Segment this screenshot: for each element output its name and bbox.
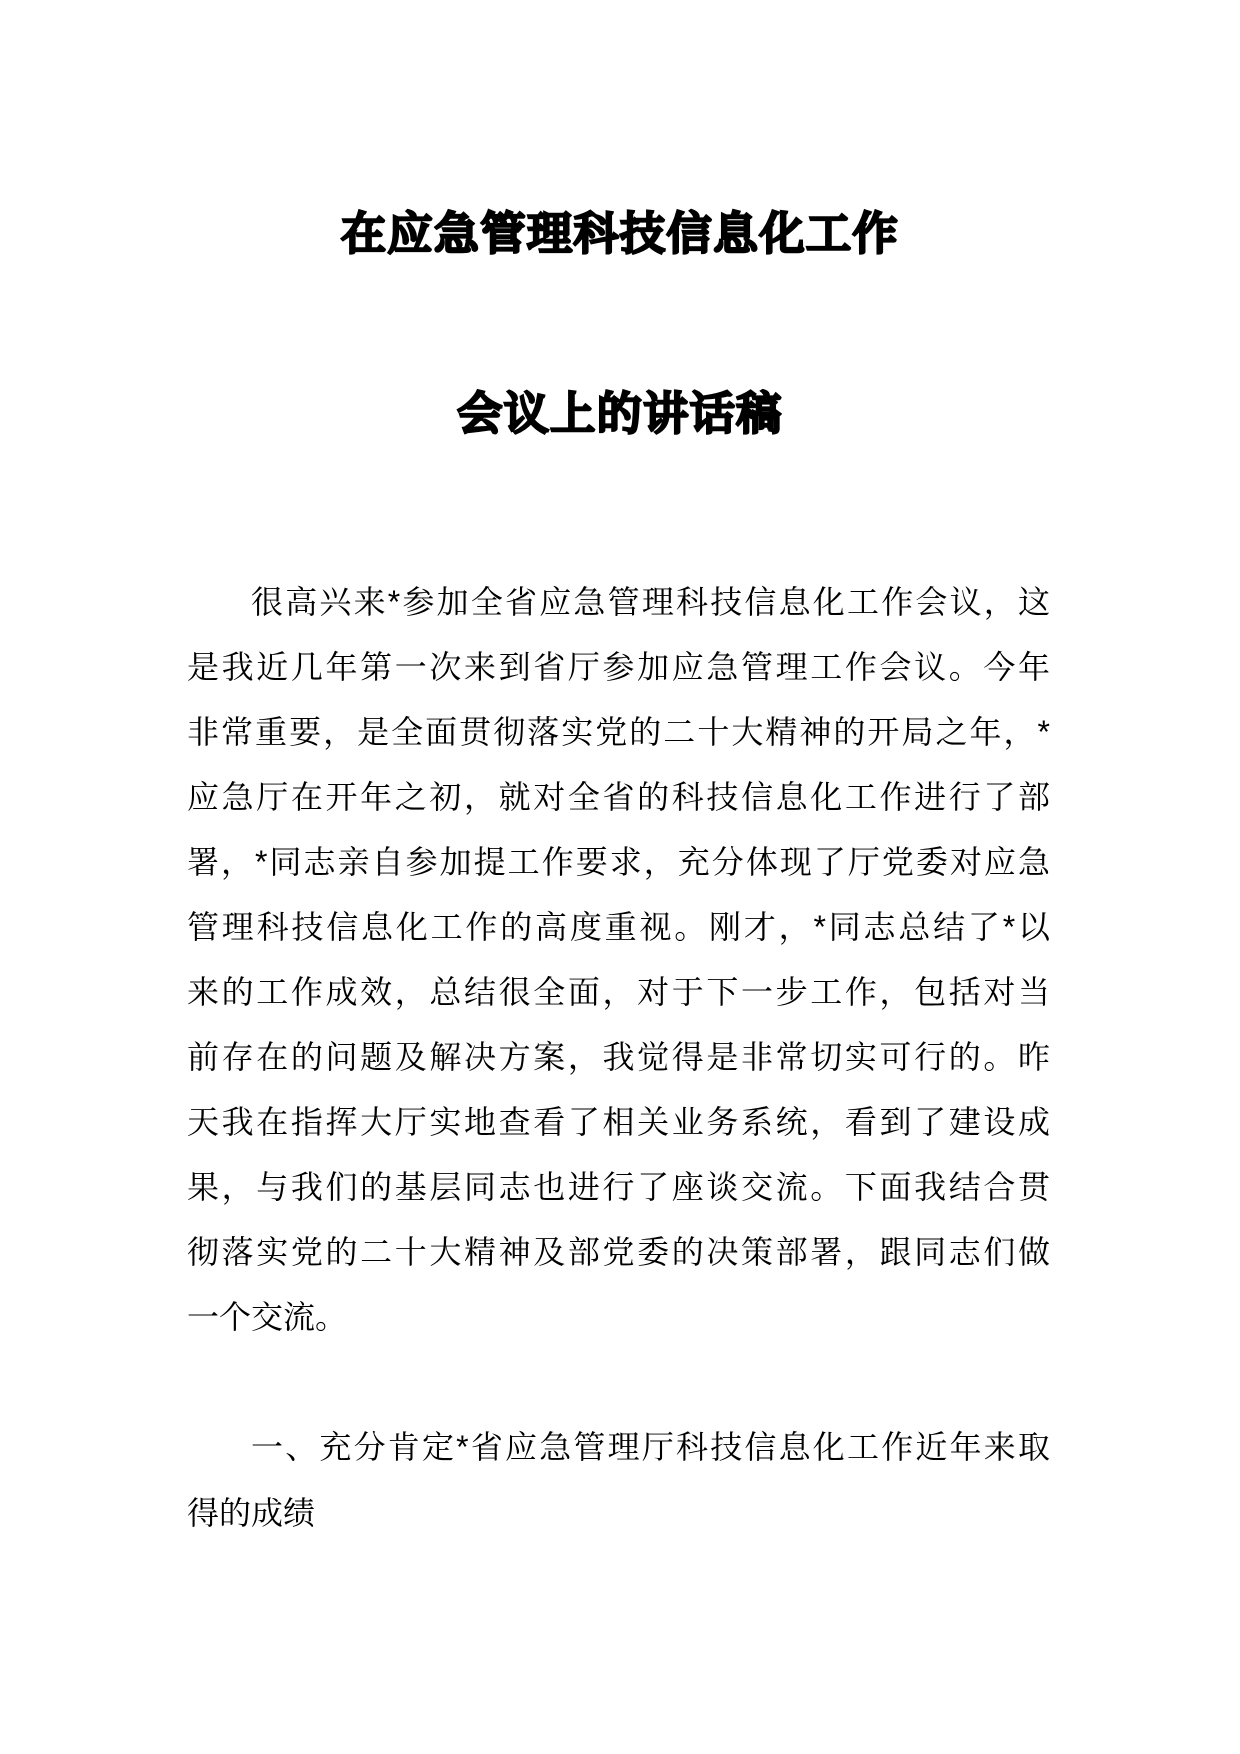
paragraph-line-3: 非常重要，是全面贯彻落实党的二十大精神的开局之年，* [187,714,1050,750]
paragraph-line-2: 是我近几年第一次来到省厅参加应急管理工作会议。今年 [187,649,1050,685]
paragraph-line-11: 彻落实党的二十大精神及部党委的决策部署，跟同志们做 [187,1234,1050,1270]
paragraph-line-6: 管理科技信息化工作的高度重视。刚才，*同志总结了*以 [187,909,1050,945]
paragraph-line-5: 署，*同志亲自参加提工作要求，充分体现了厅党委对应急 [187,844,1050,880]
paragraph-line-1: 很高兴来*参加全省应急管理科技信息化工作会议，这 [251,584,1050,620]
section-heading-line-1: 一、充分肯定*省应急管理厅科技信息化工作近年来取 [251,1429,1050,1465]
paragraph-line-8: 前存在的问题及解决方案，我觉得是非常切实可行的。昨 [187,1039,1050,1075]
paragraph-line-9: 天我在指挥大厅实地查看了相关业务系统，看到了建设成 [187,1104,1050,1140]
document-title-line-2: 会议上的讲话稿 [457,388,783,439]
paragraph-line-4: 应急厅在开年之初，就对全省的科技信息化工作进行了部 [187,779,1050,815]
document-title-line-1: 在应急管理科技信息化工作 [340,208,899,259]
section-heading-line-2: 得的成绩 [187,1495,316,1531]
paragraph-line-12: 一个交流。 [187,1299,348,1335]
paragraph-line-7: 来的工作成效，总结很全面，对于下一步工作，包括对当 [187,974,1050,1010]
paragraph-line-10: 果，与我们的基层同志也进行了座谈交流。下面我结合贯 [187,1169,1050,1205]
